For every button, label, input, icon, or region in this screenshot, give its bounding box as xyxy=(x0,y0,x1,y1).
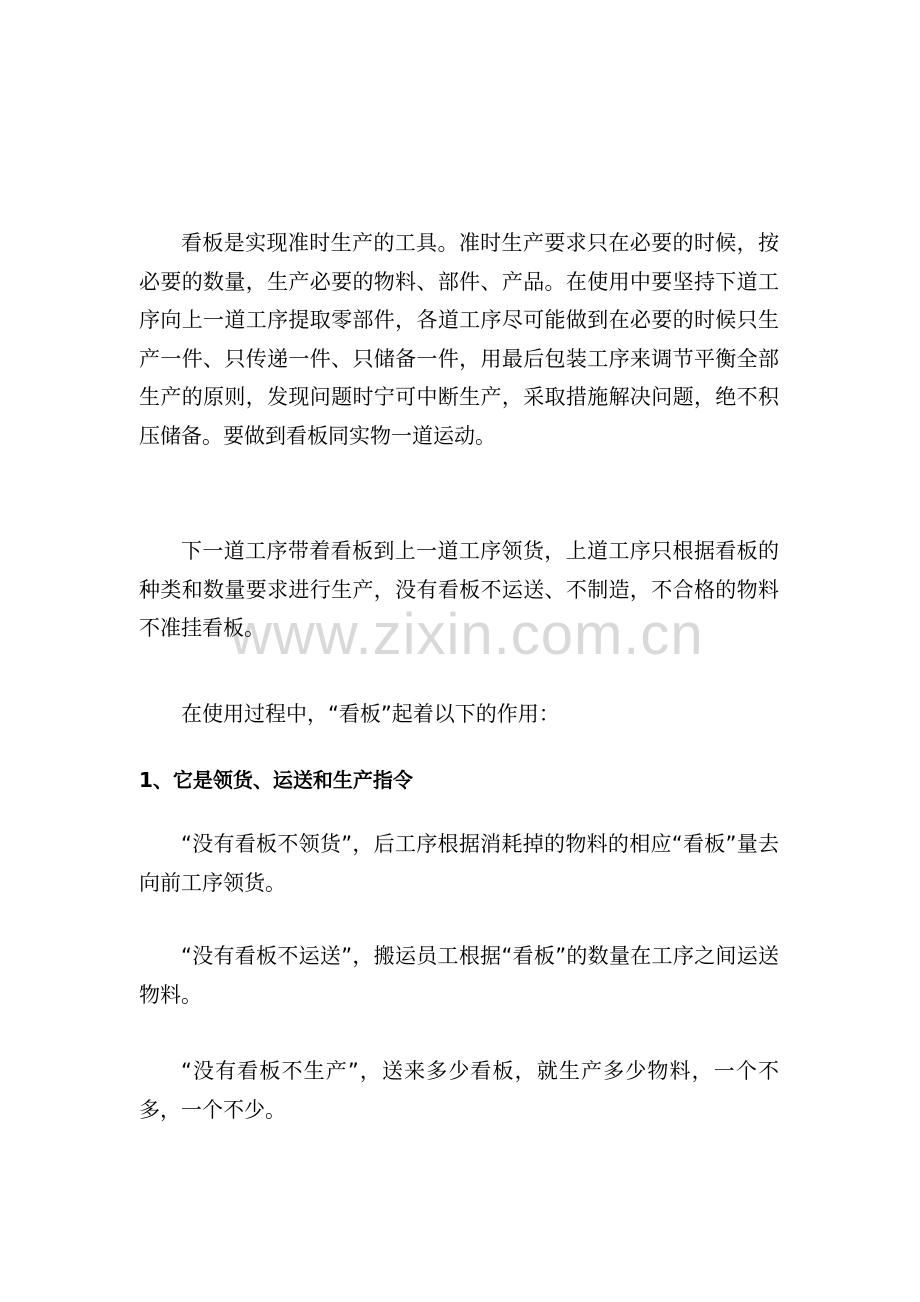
list-item-no-pickup: “没有看板不领货”，后工序根据消耗掉的物料的相应“看板”量去向前工序领货。 xyxy=(139,832,779,895)
paragraph-kanban-intro: 看板是实现准时生产的工具。准时生产要求只在必要的时候，按必要的数量，生产必要的物料、部件、产品。在使用中要坚持下道工序向上一道工序提取零部件，各道工序尽可能做到在必要的时候只生产一件、只传递一件、只储备一件，用最后包装工序来调节平衡全部生产的原则，发现问题时宁可中断生产，采取措施解决问题，绝不积压储备。要做到看板同实物一道运动。 xyxy=(139,231,779,448)
paragraph-kanban-process: 下一道工序带着看板到上一道工序领货，上道工序只根据看板的种类和数量要求进行生产，没有看板不运送、不制造，不合格的物料不准挂看板。 xyxy=(139,539,779,640)
list-item-no-production: “没有看板不生产”，送来多少看板，就生产多少物料，一个不多，一个不少。 xyxy=(139,1059,779,1122)
watermark: www.zixin.com.cn xyxy=(230,602,704,667)
section-heading: 1、它是领货、运送和生产指令 xyxy=(139,768,413,792)
paragraph-kanban-roles-intro: 在使用过程中，“看板”起着以下的作用： xyxy=(181,702,560,726)
list-item-no-transport: “没有看板不运送”，搬运员工根据“看板”的数量在工序之间运送物料。 xyxy=(139,944,779,1007)
